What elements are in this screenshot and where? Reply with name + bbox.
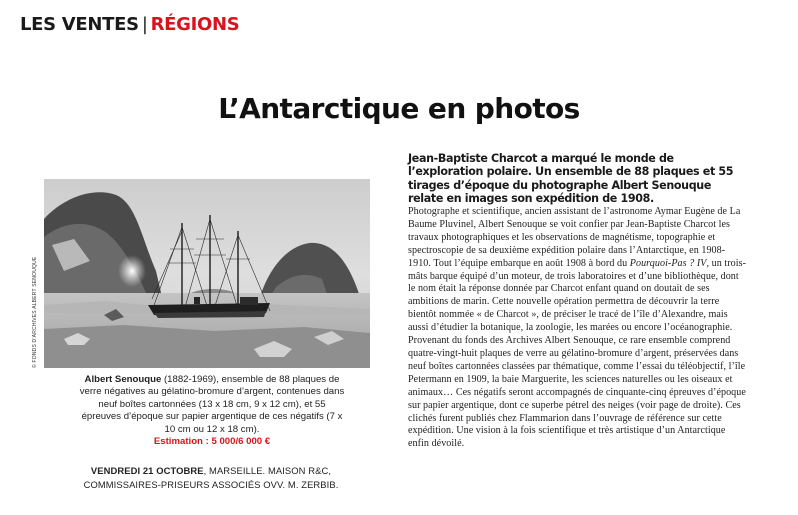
photo-caption: [78, 374, 346, 448]
body-part-2: , un trois-mâts barque équipé d’un moteur, de trois laboratoires et d’une bibliothèque, dont le nom était la réponse donnée par Charcot enfant quand on doutait de ses ambitions de marin. Cette nouvelle opération permettra de découvrir la terre bientôt nommée « de Charcot », de préciser le tracé de l’île d’Alexandre, mais aussi d’étudier la botanique, la zoologie, les marées ou encore l’océanographie. Provenant du fonds des Archives Albert Senouque, ce rare ensemble comprend quatre-vingt-huit plaques de verre au gélatino-bromure d’argent, préservées dans neuf boîtes cartonnées classées par thématique, comme l’essai du téléobjectif, l’île Petermann en 1909, la baie Marguerite, les sciences naturelles ou les oiseaux et animaux… Ces négatifs seront accompagnés de cinquante-cinq épreuves d’époque sur papier argentique, dont ce superbe pétrel des neiges (voir page de droite). Ces clichés furent publiés chez Flammarion dans l’ouvrage de référence sur cette expédition. Une vision à la fois scientifique et très artistique d’un Antarctique enfin dévoilé.: [408, 257, 747, 450]
sale-details: , MARSEILLE. MAISON R&C, COMMISSAIRES-PRISEURS ASSOCIÉS OVV. M. ZERBIB.: [83, 465, 339, 490]
article-lead: Jean-Baptiste Charcot a marqué le monde de l’exploration polaire. Un ensemble de 88 plaques et 55 tirages d’époque du photographe Albert Senouque relate en images son expédition de 1908.: [408, 152, 734, 206]
body-part-1: Photographe et scientifique, ancien assistant de l’astronome Aymar Eugène de La Baume Pluvinel, Albert Senouque se voit confier par Jean-Baptiste Charcot les travaux photographiques et les observations de magnétisme, topographie et spectroscopie de sa deuxième expédition polaire dans l’Antarctique, en 1908-1910. Tout l’équipe embarque en août 1908 à bord du: [408, 206, 741, 269]
caption-artist: Albert Senouque: [84, 374, 162, 385]
sale-info: [82, 464, 340, 492]
estimate: Estimation : 5 000/6 000 €: [153, 436, 271, 448]
sale-date: VENDREDI 21 OCTOBRE: [90, 465, 204, 476]
section-header: [20, 14, 239, 35]
article-body: [408, 206, 748, 451]
article-title: L’Antarctique en photos: [218, 92, 580, 125]
section-label: RÉGIONS: [150, 14, 240, 35]
expedition-photo: [44, 179, 370, 368]
ship-in-ice-photo: [44, 179, 370, 368]
photo-credit: © FONDS D’ARCHIVES ALBERT SENOUQUE: [32, 256, 38, 368]
rubric-label: LES VENTES: [20, 14, 139, 35]
ship-name: Pourquoi-Pas ? IV: [629, 257, 707, 269]
rubric-separator: |: [141, 14, 148, 35]
caption-description: (1882-1969), ensemble de 88 plaques de verre négatives au gélatino-bromure d’argent, contenues dans neuf boîtes cartonnées (13 x 18 cm, 9 x 12 cm), et 55 épreuves d’époque sur papier argentique de ces négatifs (7 x 10 cm ou 12 x 18 cm).: [79, 374, 345, 435]
